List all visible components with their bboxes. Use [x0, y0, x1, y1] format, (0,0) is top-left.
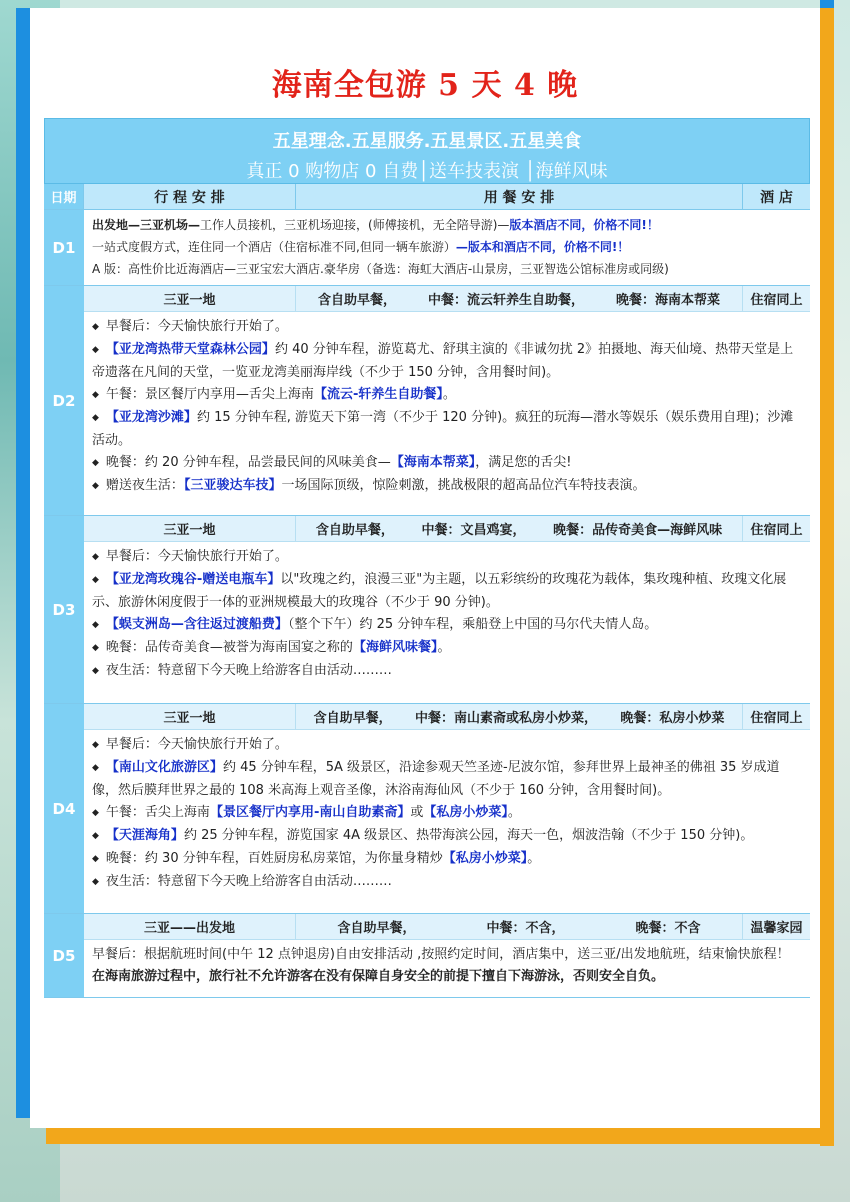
- attraction: 【亚龙湾玫瑰谷-赠送电瓶车】: [105, 572, 281, 587]
- breakfast: 含自助早餐，: [337, 921, 416, 936]
- d3-item-2: [92, 569, 802, 614]
- day-4-row: [44, 704, 810, 914]
- day-2-row: [44, 286, 810, 516]
- d3-item-1: ◆ 早餐后：今天愉快旅行开始了。: [92, 546, 802, 569]
- meals: [296, 704, 743, 729]
- lunch-highlight-2: 【私房小炒菜】: [423, 805, 508, 820]
- d4-item-6: ◆ 夜生活：特意留下今天晚上给游客自由活动………: [92, 871, 802, 894]
- route: 三亚——出发地: [84, 914, 296, 939]
- dinner: 晚餐：私房小炒菜: [620, 711, 725, 726]
- d2-item-2: [92, 339, 802, 384]
- day-4-body: [84, 704, 810, 913]
- lunch: 中餐：文昌鸡宴，: [421, 523, 526, 538]
- day-label: D3: [44, 516, 84, 703]
- d5-item-1: [92, 944, 802, 988]
- breakfast: 含自助早餐，: [317, 293, 396, 308]
- attraction-desc: 以"玫瑰之约，浪漫三亚"为主题，以五彩缤纷的玫瑰花为载体，集玫瑰种植、玫瑰文化展示、旅游休闲度假于一体的亚洲规模最大的玫瑰谷（不少于 90 分钟)。: [92, 572, 787, 610]
- day-label: D5: [44, 914, 84, 997]
- day-3-text: [84, 542, 810, 685]
- lunch-or: 或: [410, 805, 424, 820]
- attraction-desc: 约 25 分钟车程，游览国家 4A 级景区、热带海滨公园，海天一色，烟波浩翰（不少于 150 分钟)。: [183, 828, 754, 843]
- d2-item-4: [92, 407, 802, 452]
- dinner-desc-end: ，满足您的舌尖!: [475, 455, 572, 470]
- table-header: [44, 184, 810, 210]
- night-desc: 赠送夜生活：: [105, 478, 184, 493]
- night-highlight: 【三亚骏达车技】: [183, 478, 282, 493]
- day-label: D2: [44, 286, 84, 515]
- dinner-desc: 晚餐：品传奇美食—被誉为海南国宴之称的: [105, 640, 353, 655]
- breakfast: 含自助早餐，: [315, 523, 394, 538]
- lunch-desc: 午餐：舌尖上海南: [105, 805, 210, 820]
- safety-notice: 在海南旅游过程中，旅行社不允许游客在没有保障自身安全的前提下擅自下海游泳，否则安全自负。: [92, 969, 665, 984]
- d2-item-3: [92, 384, 802, 407]
- decor-stripe-gold-bottom: [46, 1128, 834, 1144]
- day-label: D1: [44, 210, 84, 285]
- attraction-desc: 约 40 分钟车程，游览葛尤、舒琪主演的《非诚勿扰 2》拍摄地、海天仙境、热带天堂是上帝遗落在凡间的天堂，一览亚龙湾美丽海岸线（不少于 150 分钟，含用餐时间)。: [92, 342, 794, 380]
- dinner-highlight: 【海南本帮菜】: [390, 455, 476, 470]
- hotel: 住宿同上: [750, 523, 803, 538]
- d4-item-2: [92, 757, 802, 802]
- lunch-highlight: 【流云-轩养生自助餐】: [313, 387, 443, 402]
- breakfast: 含自助早餐，: [313, 711, 392, 726]
- d4-item-5: [92, 848, 802, 871]
- d4-item-4: [92, 825, 802, 848]
- d1-note-2: —版本和酒店不同，价格不同!！: [455, 240, 630, 254]
- day-5-row: [44, 914, 810, 998]
- attraction-desc: 约 45 分钟车程，5A 级景区，沿途参观天竺圣迹-尼波尔馆，参拜世界上最神圣的佛祖 35 岁成道像，然后膜拜世界之最的 108 米高海上观音圣像，沐浴南海仙风（不少于 160 分钟，含用餐时间)。: [92, 760, 780, 798]
- punct: 。: [437, 640, 451, 655]
- d4-item-3: [92, 802, 802, 825]
- lunch-desc: 午餐：景区餐厅内享用—舌尖上海南: [105, 387, 314, 402]
- d1-note: 版本酒店不同，价格不同!！: [509, 218, 659, 232]
- d1-desc: 工作人员接机，三亚机场迎接，(师傅接机，无全陪导游)—: [200, 218, 510, 232]
- header-meals: 用 餐 安 排: [296, 184, 743, 209]
- day-2-meal-row: [84, 286, 810, 312]
- attraction: 【南山文化旅游区】: [105, 760, 223, 775]
- lunch: 中餐：不含，: [486, 921, 565, 936]
- punct: 。: [527, 851, 541, 866]
- day-5-meal-row: [84, 914, 810, 940]
- header-date: 日期: [44, 184, 84, 209]
- header-itinerary: 行 程 安 排: [84, 184, 296, 209]
- day-3-row: [44, 516, 810, 704]
- dinner-desc: 晚餐：约 30 分钟车程，百姓厨房私房菜馆，为你量身精炒: [105, 851, 443, 866]
- day-1-row: [44, 210, 810, 286]
- day-3-meal-row: [84, 516, 810, 542]
- hotel: 温馨家园: [750, 921, 803, 936]
- dinner-desc: 晚餐：约 20 分钟车程，品尝最民间的风味美食—: [105, 455, 391, 470]
- attraction: 【亚龙湾热带天堂森林公园】: [105, 342, 275, 357]
- day-4-meal-row: [84, 704, 810, 730]
- banner-line-2: 真正 0 购物店 0 自费│送车技表演 │海鲜风味: [246, 161, 608, 182]
- lunch: 中餐：南山素斋或私房小炒菜，: [414, 711, 597, 726]
- d1-hotel-info: A 版：高性价比近海酒店—三亚宝宏大酒店.豪华房（备选：海虹大酒店-山景房，三亚智选公馆标准房或同级): [92, 262, 669, 276]
- day-4-text: [84, 730, 810, 896]
- day-2-body: [84, 286, 810, 515]
- decor-stripe-gold-right: [820, 8, 834, 1146]
- hotel: 住宿同上: [750, 293, 803, 308]
- dinner: 晚餐：不含: [635, 921, 701, 936]
- banner: [44, 118, 810, 184]
- d3-item-3: [92, 614, 802, 637]
- d2-item-5: [92, 452, 802, 475]
- d3-item-4: [92, 637, 802, 660]
- d2-item-1: ◆ 早餐后：今天愉快旅行开始了。: [92, 316, 802, 339]
- dinner: 晚餐：品传奇美食—海鲜风味: [553, 523, 723, 538]
- day-5-text: [84, 940, 810, 990]
- day-3-body: [84, 516, 810, 703]
- d1-route: 出发地—三亚机场—: [92, 218, 201, 232]
- punct: 。: [507, 805, 521, 820]
- dinner-highlight: 【私房小炒菜】: [442, 851, 528, 866]
- attraction: 【蜈支洲岛—含往返过渡船费】: [105, 617, 288, 632]
- attraction-desc: 约 15 分钟车程, 游览天下第一湾（不少于 120 分钟)。疯狂的玩海—潜水等娱乐（娱乐费用自理)；沙滩活动。: [92, 410, 794, 448]
- d2-item-6: [92, 475, 802, 498]
- page-title: 海南全包游 5 天 4 晚: [271, 68, 579, 103]
- attraction-desc: （整个下午）约 25 分钟车程，乘船登上中国的马尔代夫情人岛。: [287, 617, 658, 632]
- decor-stripe-blue: [16, 8, 30, 1118]
- banner-line-1: 五星理念.五星服务.五星景区.五星美食: [272, 131, 582, 152]
- dinner-highlight: 【海鲜风味餐】: [352, 640, 438, 655]
- header-hotel: 酒 店: [760, 189, 793, 206]
- d4-item-1: ◆ 早餐后：今天愉快旅行开始了。: [92, 734, 802, 757]
- day-1-text: [84, 210, 810, 282]
- meals: [296, 914, 743, 939]
- route: 三亚一地: [84, 516, 296, 541]
- itinerary-table: [44, 118, 810, 998]
- d3-item-5: ◆ 夜生活：特意留下今天晚上给游客自由活动………: [92, 660, 802, 683]
- meals: [296, 516, 743, 541]
- route: 三亚一地: [84, 704, 296, 729]
- punct: 。: [442, 387, 456, 402]
- day-2-text: [84, 312, 810, 500]
- route: 三亚一地: [84, 286, 296, 311]
- lunch-highlight: 【景区餐厅内享用-南山自助素斋】: [209, 805, 411, 820]
- departure-desc: 早餐后：根据航班时间(中午 12 点钟退房)自由安排活动 ,按照约定时间，酒店集中，送三亚/出发地航班，结束愉快旅程！: [92, 947, 790, 962]
- d1-desc-2: 一站式度假方式，连住同一个酒店（住宿标准不同,但同一辆车旅游）: [92, 240, 456, 254]
- day-1-body: [84, 210, 810, 285]
- dinner: 晚餐：海南本帮菜: [615, 293, 720, 308]
- lunch: 中餐：流云轩养生自助餐，: [427, 293, 584, 308]
- night-desc-end: 一场国际顶级，惊险刺激，挑战极限的超高品位汽车特技表演。: [281, 478, 646, 493]
- day-5-body: [84, 914, 810, 997]
- hotel: 住宿同上: [750, 711, 803, 726]
- day-label: D4: [44, 704, 84, 913]
- meals: [296, 286, 743, 311]
- attraction: 【天涯海角】: [105, 828, 184, 843]
- attraction: 【亚龙湾沙滩】: [105, 410, 197, 425]
